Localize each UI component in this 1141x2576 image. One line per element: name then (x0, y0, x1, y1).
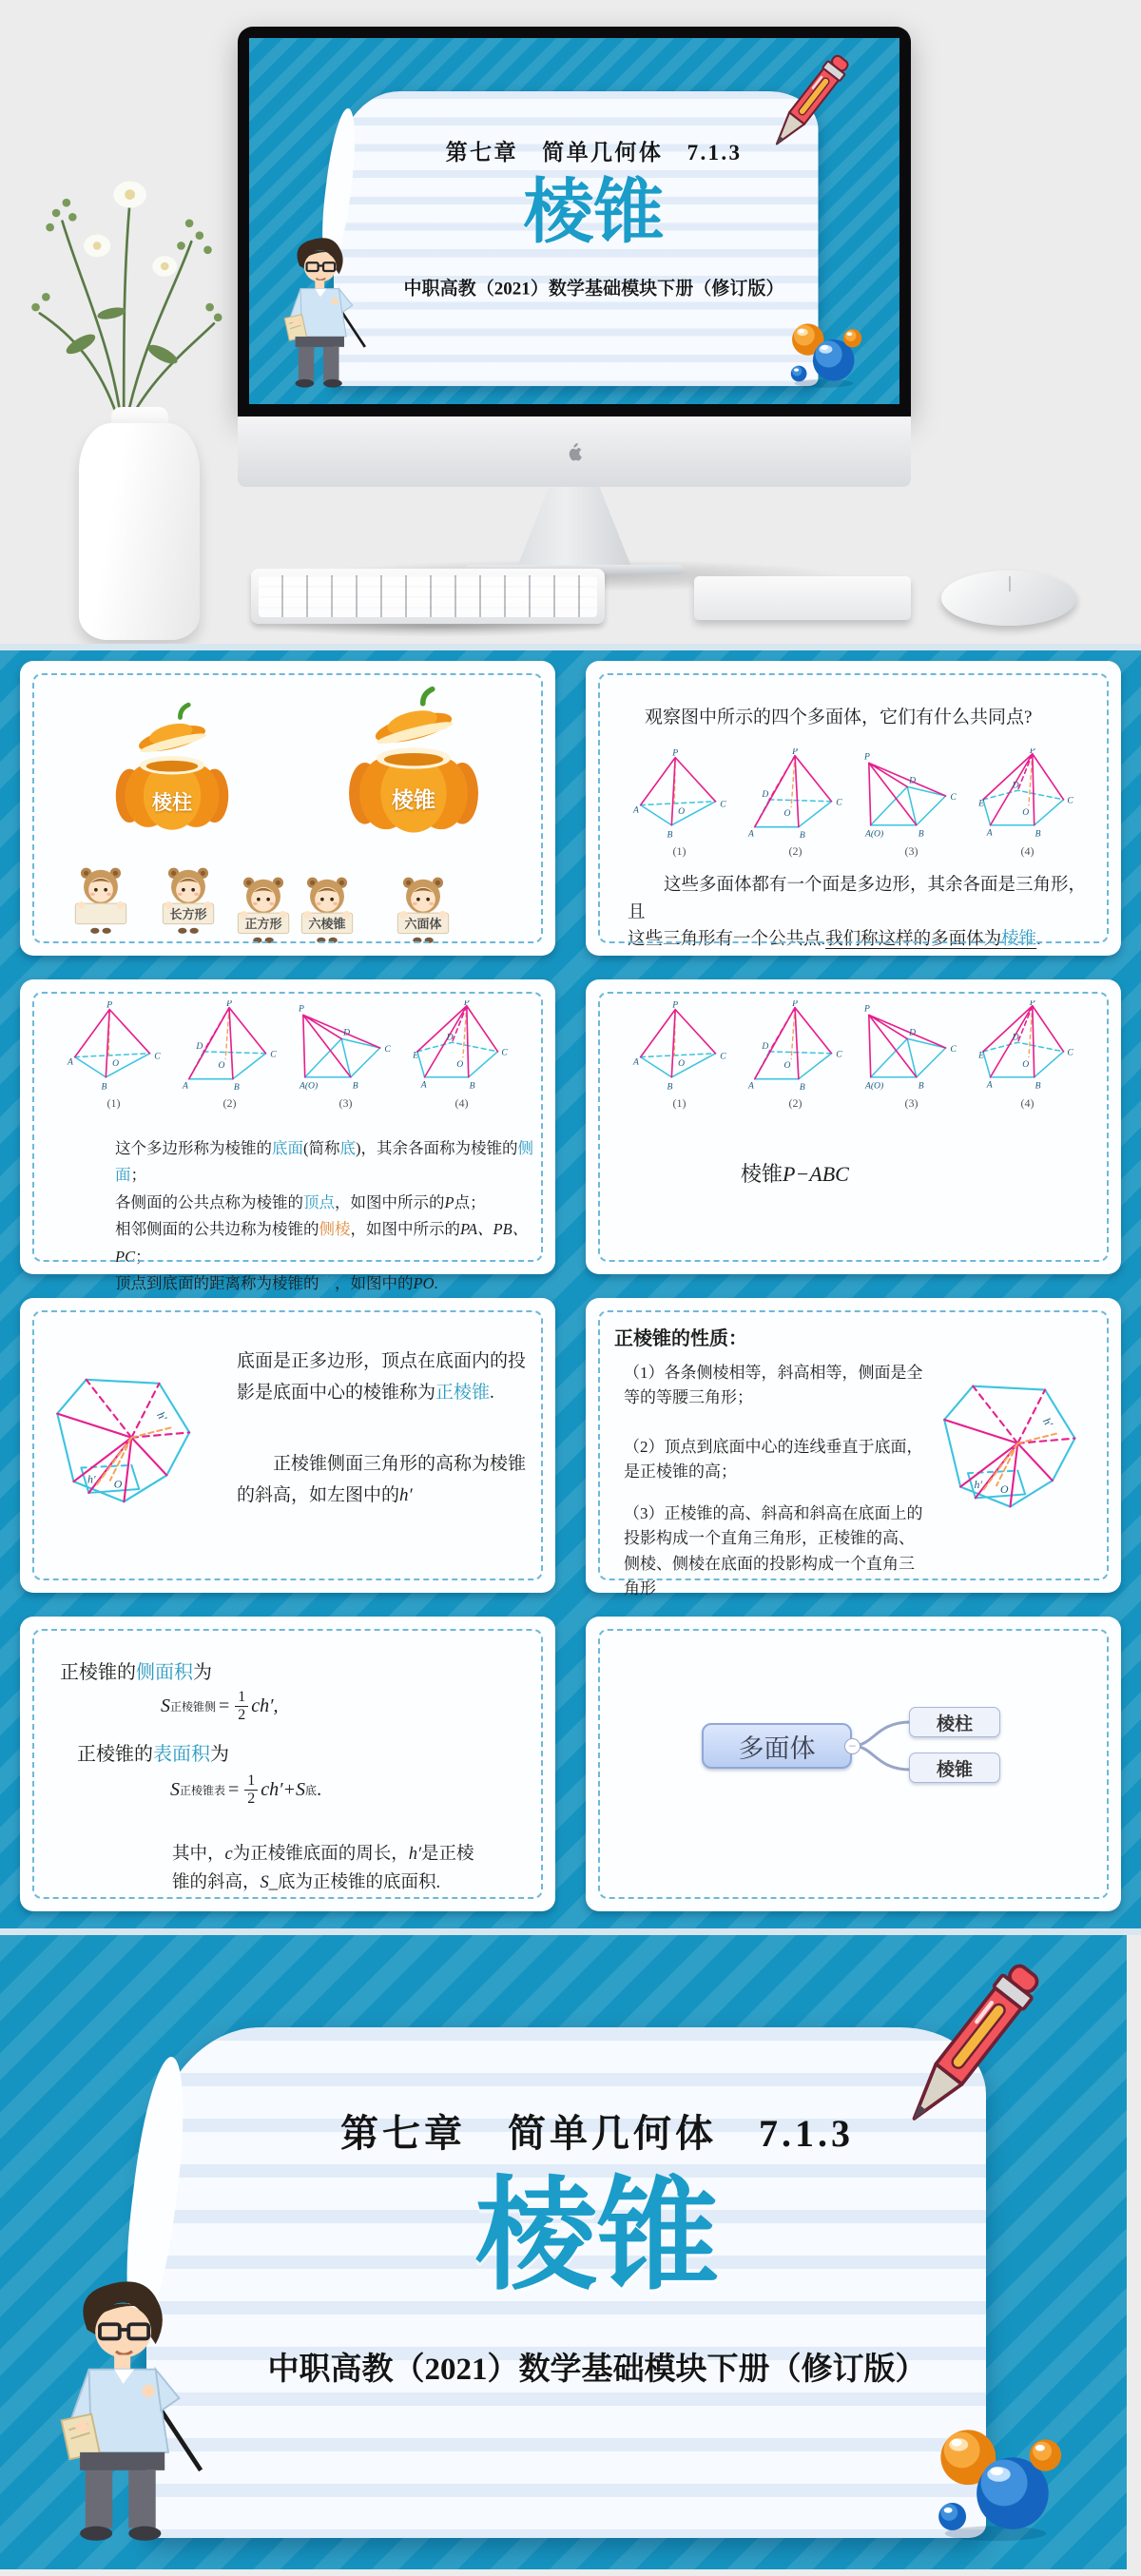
lateral-area-lead: 正棱锥的侧面积为 (60, 1662, 212, 1683)
pyramid-figure-3: (3) (859, 1000, 965, 1111)
mini-title-slide (249, 38, 899, 404)
lateral-area-formula: S 正棱锥侧 = $\frac{1}{2}$ ch′, (161, 1689, 279, 1724)
definition-line: 相邻侧面的公共边称为棱锥的侧棱，如图中所示的PA、PB、PC； (115, 1220, 529, 1266)
slide-main-title: 棱锥 (523, 172, 665, 252)
properties-title: 正棱锥的性质： (614, 1328, 747, 1349)
definition-line: 各侧面的公共点称为棱锥的顶点，如图中所示的P点； (115, 1192, 486, 1211)
property-item: （1）各条侧棱相等，斜高相等，侧面是全等的等腰三角形； (624, 1364, 923, 1407)
pumpkin-prism (107, 697, 237, 849)
mindmap-root-node: 多面体 (702, 1723, 852, 1769)
keyword-lengzhui: 棱锥 (1001, 930, 1037, 950)
question-text: 观察图中所示的四个多面体，它们有什么共同点? (645, 707, 1033, 727)
pyramid-figure-2: (2) (743, 1000, 849, 1111)
slide-thumb-8 (586, 1617, 1121, 1911)
notepad (694, 576, 911, 620)
surface-area-lead: 正棱锥的表面积为 (77, 1744, 229, 1765)
slide-thumb-3 (20, 979, 555, 1292)
slide-thumb-4 (586, 979, 1121, 1274)
kid-character (296, 872, 358, 946)
kid-character (69, 862, 132, 937)
definition-line: 这个多边形称为棱锥的底面(简称底)，其余各面称为棱锥的侧面； (115, 1139, 533, 1185)
section-divider (0, 1928, 1141, 1935)
slide-thumb-2 (586, 661, 1121, 956)
pyramid-figures-row (20, 1000, 555, 1111)
unfolded-pyramid-figure (48, 1351, 212, 1538)
teacher-character (29, 2253, 210, 2576)
vase (79, 423, 200, 640)
hero-title-slide (0, 1935, 1127, 2569)
flower-bouquet (8, 160, 236, 426)
mindmap-child-prism: 棱柱 (909, 1707, 1000, 1737)
imac-screen (249, 38, 899, 404)
pyramid-figure-4: (4) (975, 748, 1081, 859)
collapse-toggle-icon: – (844, 1738, 861, 1754)
keyboard-keys (259, 575, 597, 617)
kid-character (232, 872, 295, 946)
keyword-zhenglengzhui: 正棱锥 (435, 1383, 491, 1404)
pumpkin-pyramid-label: 棱锥 (392, 787, 435, 812)
slide-chapter-line: 第七章 简单几何体 7.1.3 (445, 140, 743, 165)
formula-note: 其中，c为正棱锥底面的周长，h′是正棱锥的斜高，S_底为正棱锥的底面积. (172, 1845, 474, 1892)
conclusion-paragraph: 这些多面体都有一个面是多边形，其余各面是三角形，且 这些三角形有一个公共点.我们称这样的多面体为棱锥. (628, 876, 1087, 950)
slide-thumb-5 (20, 1298, 555, 1593)
pyramid-figure-1: (1) (61, 1000, 167, 1111)
teacher-character (266, 221, 370, 407)
regular-pyramid-definition: 底面是正多边形，顶点在底面内的投影是底面中心的棱锥称为正棱锥. (237, 1351, 527, 1404)
keyboard (251, 569, 605, 624)
slide-thumb-1 (20, 661, 555, 956)
pumpkin-pyramid (339, 680, 488, 855)
kid-sign-label: 六棱锥 (308, 917, 346, 931)
pyramid-figure-2: (2) (743, 748, 849, 859)
kid-character (157, 862, 220, 937)
slide-subtitle: 中职高教（2021）数学基础模块下册（修订版） (403, 279, 784, 300)
kid-sign-label: 长方形 (169, 907, 207, 921)
molecule-graphic (783, 317, 863, 390)
pyramid-figure-1: (1) (627, 748, 733, 859)
slide-thumb-7 (20, 1617, 555, 1911)
definition-line: 顶点到底面的距离称为棱锥的高，如图中的PO. (115, 1273, 438, 1292)
pumpkin-prism-label: 棱柱 (152, 792, 192, 814)
unfolded-pyramid-figure (936, 1361, 1097, 1540)
pyramid-figure-3: (3) (859, 748, 965, 859)
surface-area-formula: S 正棱锥表 = $\frac{1}{2}$ ch′+S 底 . (170, 1772, 322, 1808)
slide-thumbnails-section (0, 644, 1141, 1935)
pyramid-figure-3: (3) (293, 1000, 399, 1111)
molecule-graphic (924, 2417, 1065, 2544)
kid-sign-label: 六面体 (404, 917, 442, 931)
imac-chin (238, 416, 911, 487)
property-item: （3）正棱锥的高、斜高和斜高在底面上的投影构成一个直角三角形，正棱锥的高、侧棱、侧棱在底面的投影构成一个直角三角形 (624, 1504, 923, 1598)
kid-sign-label: 正方形 (244, 917, 282, 931)
mouse (941, 571, 1076, 626)
desk-mockup-section (0, 0, 1141, 644)
pyramid-figure-2: (2) (177, 1000, 283, 1111)
slide-thumb-6 (586, 1298, 1121, 1598)
hero-title-slide-section (0, 1935, 1127, 2568)
mindmap-child-pyramid: 棱锥 (909, 1753, 1000, 1783)
imac-stand (484, 487, 665, 569)
pyramid-figure-1: (1) (627, 1000, 733, 1111)
kid-character (392, 872, 454, 946)
naming-caption: 棱锥P−ABC (741, 1162, 849, 1186)
slant-height-definition: 正棱锥侧面三角形的高称为棱锥的斜高，如左图中的h′ (237, 1454, 527, 1506)
slide-chapter-line: 第七章 简单几何体 7.1.3 (340, 2111, 855, 2155)
section-divider (0, 644, 1141, 650)
slide-subtitle: 中职高教（2021）数学基础模块下册（修订版） (267, 2353, 927, 2388)
property-item: （2）顶点到底面中心的连线垂直于底面，是正棱锥的高； (624, 1438, 923, 1482)
pyramid-figure-4: (4) (975, 1000, 1081, 1111)
pyramid-figures-row (586, 1000, 1121, 1111)
pyramid-figures-row (586, 748, 1121, 859)
apple-logo-icon (565, 440, 584, 463)
slide-main-title: 棱锥 (475, 2168, 720, 2305)
pyramid-figure-4: (4) (409, 1000, 515, 1111)
definition-text (115, 1135, 533, 1297)
